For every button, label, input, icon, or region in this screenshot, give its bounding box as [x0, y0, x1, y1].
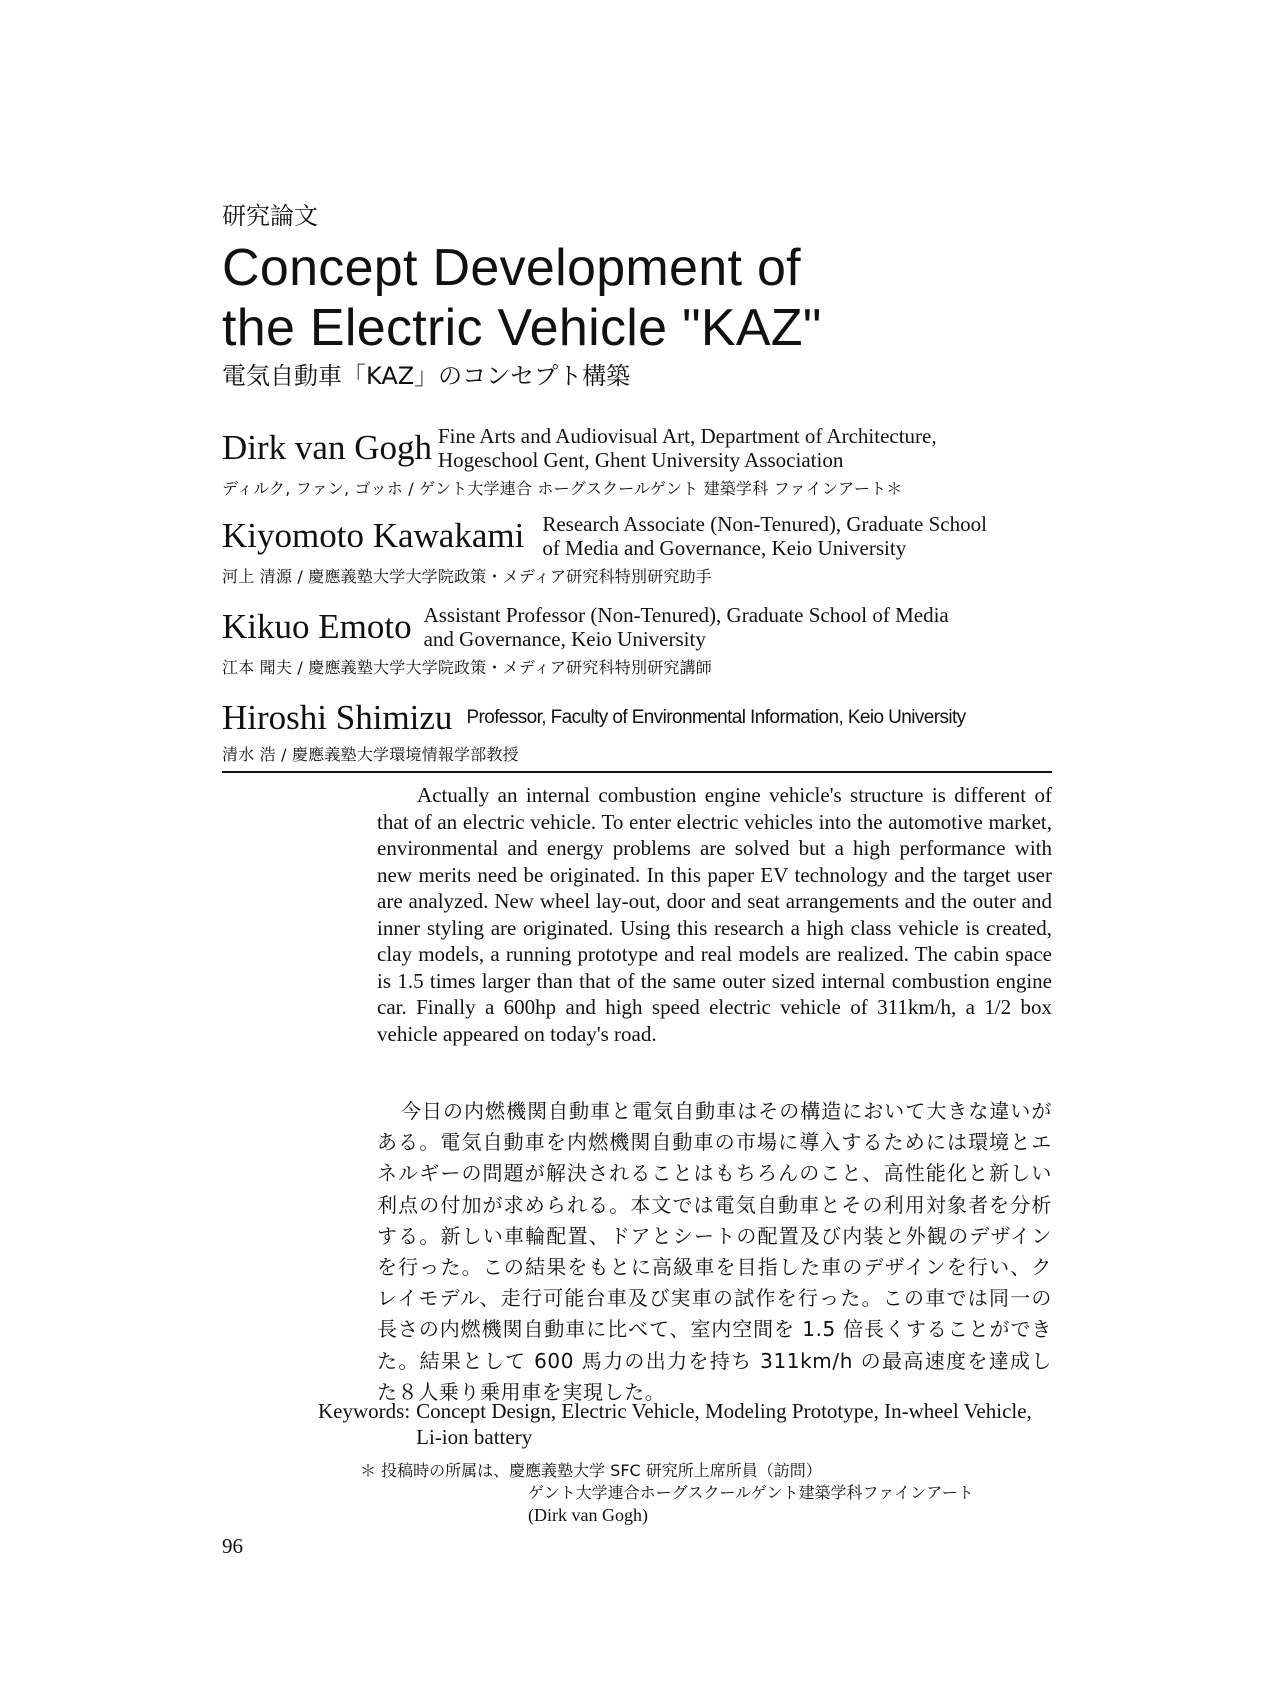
author-block: [222, 603, 1052, 678]
title-line-2: the Electric Vehicle "KAZ": [222, 299, 822, 357]
footnote: [360, 1460, 1060, 1526]
author-affiliation: Fine Arts and Audiovisual Art, Department of Architecture, Hogeschool Gent, Ghent University Association: [437, 424, 937, 472]
author-japanese: 江本 聞夫 / 慶應義塾大学大学院政策・メディア研究科特別研究講師: [222, 658, 712, 677]
author-block: [222, 424, 1052, 499]
footnote-line: ＊ 投稿時の所属は、慶應義塾大学 SFC 研究所上席所員（訪問）: [360, 1461, 822, 1480]
article-category: 研究論文: [222, 202, 318, 230]
author-block: [222, 698, 1052, 765]
paper-title: [222, 238, 1082, 358]
keywords: [318, 1398, 1058, 1450]
keywords-label: Keywords:: [318, 1399, 411, 1423]
footnote-line: ゲント大学連合ホーグスクールゲント建築学科ファインアート: [528, 1483, 974, 1502]
author-affiliation: Research Associate (Non-Tenured), Graduate School of Media and Governance, Keio University: [542, 512, 987, 560]
author-name: Dirk van Gogh: [222, 428, 432, 467]
author-block: [222, 512, 1052, 587]
paper-title-japanese: 電気自動車「KAZ」のコンセプト構築: [222, 362, 631, 390]
page-number: 96: [222, 1534, 243, 1558]
author-japanese: ディルク, ファン, ゴッホ / ゲント大学連合 ホーグスクールゲント 建築学科 ファインアート＊: [222, 479, 903, 498]
keywords-text: Concept Design, Electric Vehicle, Modeling Prototype, In-wheel Vehicle, Li-ion battery: [416, 1399, 1032, 1449]
author-affiliation: Professor, Faculty of Environmental Information, Keio University: [466, 707, 966, 728]
header-divider: [222, 771, 1052, 773]
author-name: Kiyomoto Kawakami: [222, 516, 525, 555]
author-affiliation: Assistant Professor (Non-Tenured), Graduate School of Media and Governance, Keio University: [423, 603, 949, 651]
author-name: Hiroshi Shimizu: [222, 698, 453, 737]
author-japanese: 河上 清源 / 慶應義塾大学大学院政策・メディア研究科特別研究助手: [222, 567, 712, 586]
abstract-english: Actually an internal combustion engine vehicle's structure is different of that of an electric vehicle. To enter electric vehicles into the automotive market, environmental and energy problems are solved but a high performance with new merits need be originated. In this paper EV technology and the target user are analyzed. New wheel lay-out, door and seat arrangements and the outer and inner styling are originated. Using this research a high class vehicle is created, clay models, a running prototype and real models are realized. The cabin space is 1.5 times larger than that of the same outer sized internal combustion engine car. Finally a 600hp and high speed electric vehicle of 311km/h, a 1/2 box vehicle appeared on today's road.: [377, 783, 1052, 1046]
abstract-japanese: 今日の内燃機関自動車と電気自動車はその構造において大きな違いがある。電気自動車を内燃機関自動車の市場に導入するためには環境とエネルギーの問題が解決されることはもちろんのこと、高性能化と新しい利点の付加が求められる。本文では電気自動車とその利用対象者を分析する。新しい車輪配置、ドアとシートの配置及び内装と外観のデザインを行った。この結果をもとに高級車を目指した車のデザインを行い、クレイモデル、走行可能台車及び実車の試作を行った。この車では同一の長さの内燃機関自動車に比べて、室内空間を 1.5 倍長くすることができた。結果として 600 馬力の出力を持ち 311km/h の最高速度を達成した８人乗り乗用車を実現した。: [377, 1099, 1052, 1404]
author-japanese: 清水 浩 / 慶應義塾大学環境情報学部教授: [222, 745, 519, 764]
footnote-line: (Dirk van Gogh): [528, 1505, 648, 1525]
author-name: Kikuo Emoto: [222, 607, 412, 646]
title-line-1: Concept Development of: [222, 239, 801, 297]
